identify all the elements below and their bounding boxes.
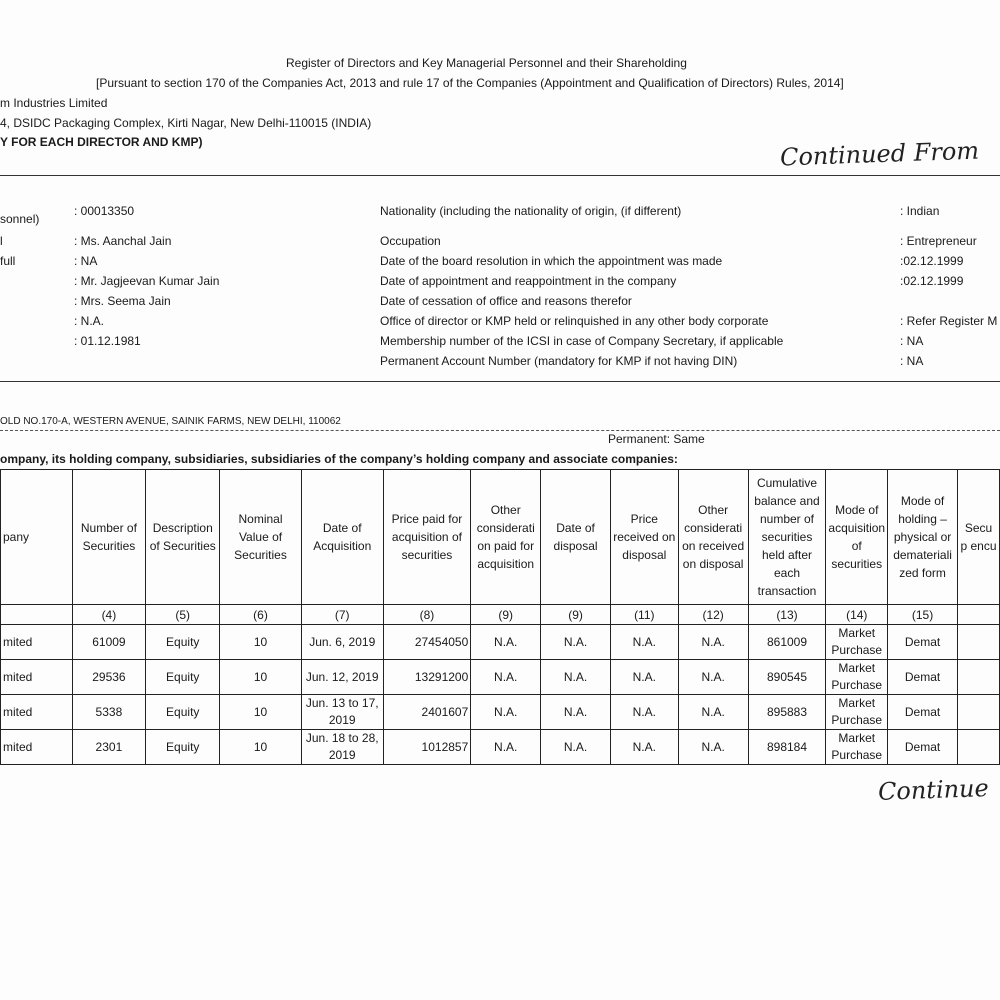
- board-resolution-value: :02.12.1999: [900, 254, 964, 268]
- cessation-label: Date of cessation of office and reasons therefor: [380, 294, 632, 308]
- cell-price-received: N.A.: [610, 625, 678, 660]
- cell-other-received: N.A.: [678, 660, 748, 695]
- occupation-value: : Entrepreneur: [900, 234, 977, 248]
- cell-other-received: N.A.: [678, 695, 748, 730]
- cell-date-disposal: N.A.: [541, 730, 611, 765]
- col-other-consideration-paid: Other considerati on paid for acquisition: [471, 470, 541, 605]
- pan-label: Permanent Account Number (mandatory for KMP if not having DIN): [380, 354, 738, 368]
- cell-cumulative: 895883: [748, 695, 826, 730]
- col-num: (15): [888, 605, 958, 625]
- cell-encumbered: [958, 660, 1000, 695]
- cell-description: Equity: [146, 660, 220, 695]
- col-company: pany: [1, 470, 73, 605]
- appointment-value: :02.12.1999: [900, 274, 964, 288]
- cell-cumulative: 898184: [748, 730, 826, 765]
- cell-mode-acquisition: Market Purchase: [826, 625, 888, 660]
- pan-value: : NA: [900, 354, 924, 368]
- table-header-row: [1, 470, 1000, 605]
- col-number-of-securities: Number of Securities: [72, 470, 146, 605]
- cell-number: 61009: [72, 625, 146, 660]
- col-num: (9): [541, 605, 611, 625]
- cell-price-received: N.A.: [610, 695, 678, 730]
- col-date-acquisition: Date of Acquisition: [301, 470, 383, 605]
- residential-address: OLD NO.170-A, WESTERN AVENUE, SAINIK FARMS, NEW DELHI, 110062: [0, 416, 341, 427]
- col-num: (4): [72, 605, 146, 625]
- table-row: [1, 695, 1000, 730]
- spouse-name-value: : Mrs. Seema Jain: [74, 294, 171, 308]
- col-securities-encumbered: Secu p encu: [958, 470, 1000, 605]
- cell-mode-holding: Demat: [888, 730, 958, 765]
- section-heading: Y FOR EACH DIRECTOR AND KMP): [0, 135, 203, 149]
- cell-price-paid: 2401607: [383, 695, 471, 730]
- handwritten-continued-from: Continued From: [779, 136, 980, 172]
- col-cumulative-balance: Cumulative balance and number of securities held after each transaction: [748, 470, 826, 605]
- cell-encumbered: [958, 625, 1000, 660]
- divider-middle: [0, 381, 1000, 382]
- cell-other-paid: N.A.: [471, 695, 541, 730]
- cell-other-received: N.A.: [678, 625, 748, 660]
- cell-company: mited: [1, 730, 73, 765]
- cell-mode-acquisition: Market Purchase: [826, 660, 888, 695]
- table-row: [1, 730, 1000, 765]
- table-number-row: [1, 605, 1000, 625]
- cell-date-disposal: N.A.: [541, 625, 611, 660]
- col-mode-holding: Mode of holding – physical or demateriali zed form: [888, 470, 958, 605]
- col-num: (11): [610, 605, 678, 625]
- cell-mode-holding: Demat: [888, 695, 958, 730]
- handwritten-continue: Continue: [877, 774, 990, 806]
- cell-mode-acquisition: Market Purchase: [826, 730, 888, 765]
- register-title: Register of Directors and Key Managerial Personnel and their Shareholding: [286, 56, 687, 70]
- din-value: : 00013350: [74, 204, 135, 218]
- cell-number: 5338: [72, 695, 146, 730]
- icsi-value: : NA: [900, 334, 924, 348]
- cell-price-paid: 1012857: [383, 730, 471, 765]
- cell-other-paid: N.A.: [471, 660, 541, 695]
- cell-nominal: 10: [220, 660, 302, 695]
- cell-nominal: 10: [220, 625, 302, 660]
- table-row: [1, 625, 1000, 660]
- other-office-label: Office of director or KMP held or relinquished in any other body corporate: [380, 314, 769, 328]
- nationality-label: Nationality (including the nationality of origin, (if different): [380, 204, 682, 218]
- cell-mode-holding: Demat: [888, 625, 958, 660]
- cell-mode-holding: Demat: [888, 660, 958, 695]
- cell-encumbered: [958, 730, 1000, 765]
- cell-nominal: 10: [220, 695, 302, 730]
- cell-encumbered: [958, 695, 1000, 730]
- cell-company: mited: [1, 660, 73, 695]
- shareholding-table: [0, 469, 1000, 765]
- cell-price-received: N.A.: [610, 730, 678, 765]
- col-nominal-value: Nominal Value of Securities: [220, 470, 302, 605]
- col-num: (12): [678, 605, 748, 625]
- occupation-label: Occupation: [380, 234, 441, 248]
- cell-company: mited: [1, 695, 73, 730]
- board-resolution-label: Date of the board resolution in which the appointment was made: [380, 254, 723, 268]
- cell-price-paid: 13291200: [383, 660, 471, 695]
- cell-price-paid: 27454050: [383, 625, 471, 660]
- cell-date-acquisition: Jun. 18 to 28, 2019: [301, 730, 383, 765]
- col-num: (13): [748, 605, 826, 625]
- col-description: Description of Securities: [146, 470, 220, 605]
- details-na-value: : N.A.: [74, 314, 105, 328]
- cell-number: 2301: [72, 730, 146, 765]
- col-num: (14): [826, 605, 888, 625]
- cell-company: mited: [1, 625, 73, 660]
- cell-number: 29536: [72, 660, 146, 695]
- col-num: (7): [301, 605, 383, 625]
- table-title: ompany, its holding company, subsidiaries, subsidiaries of the company’s holding company and associate companies:: [0, 452, 678, 466]
- cell-description: Equity: [146, 695, 220, 730]
- other-office-value: : Refer Register M: [900, 314, 998, 328]
- cell-description: Equity: [146, 730, 220, 765]
- cell-cumulative: 861009: [748, 625, 826, 660]
- nationality-value: : Indian: [900, 204, 940, 218]
- cell-mode-acquisition: Market Purchase: [826, 695, 888, 730]
- cell-date-disposal: N.A.: [541, 695, 611, 730]
- name-label: l: [0, 234, 3, 248]
- cell-other-paid: N.A.: [471, 625, 541, 660]
- register-subtitle: [Pursuant to section 170 of the Companies Act, 2013 and rule 17 of the Companies (Appointment and Qualification of Directors) Rules, 2014]: [96, 76, 844, 90]
- cell-description: Equity: [146, 625, 220, 660]
- cell-other-received: N.A.: [678, 730, 748, 765]
- dob-value: : 01.12.1981: [74, 334, 141, 348]
- appointment-label: Date of appointment and reappointment in the company: [380, 274, 677, 288]
- personnel-label: sonnel): [0, 212, 40, 226]
- col-num: (8): [383, 605, 471, 625]
- former-name-label: full: [0, 254, 16, 268]
- father-name-value: : Mr. Jagjeevan Kumar Jain: [74, 274, 220, 288]
- name-value: : Ms. Aanchal Jain: [74, 234, 172, 248]
- col-num: (9): [471, 605, 541, 625]
- cell-date-acquisition: Jun. 12, 2019: [301, 660, 383, 695]
- cell-cumulative: 890545: [748, 660, 826, 695]
- col-num: [958, 605, 1000, 625]
- col-num: (5): [146, 605, 220, 625]
- col-other-consideration-received: Other considerati on received on disposal: [678, 470, 748, 605]
- permanent-address: Permanent: Same: [608, 432, 705, 446]
- cell-date-acquisition: Jun. 6, 2019: [301, 625, 383, 660]
- cell-date-acquisition: Jun. 13 to 17, 2019: [301, 695, 383, 730]
- cell-price-received: N.A.: [610, 660, 678, 695]
- table-row: [1, 660, 1000, 695]
- col-mode-acquisition: Mode of acquisition of securities: [826, 470, 888, 605]
- col-price-received: Price received on disposal: [610, 470, 678, 605]
- company-name: m Industries Limited: [0, 96, 108, 110]
- icsi-label: Membership number of the ICSI in case of Company Secretary, if applicable: [380, 334, 784, 348]
- col-num: (6): [220, 605, 302, 625]
- former-name-value: : NA: [74, 254, 98, 268]
- divider-top: [0, 175, 1000, 176]
- company-address: 4, DSIDC Packaging Complex, Kirti Nagar, New Delhi-110015 (INDIA): [0, 116, 372, 130]
- col-num: [1, 605, 73, 625]
- address-divider: [0, 430, 1000, 431]
- cell-date-disposal: N.A.: [541, 660, 611, 695]
- cell-other-paid: N.A.: [471, 730, 541, 765]
- cell-nominal: 10: [220, 730, 302, 765]
- col-price-paid: Price paid for acquisition of securities: [383, 470, 471, 605]
- col-date-disposal: Date of disposal: [541, 470, 611, 605]
